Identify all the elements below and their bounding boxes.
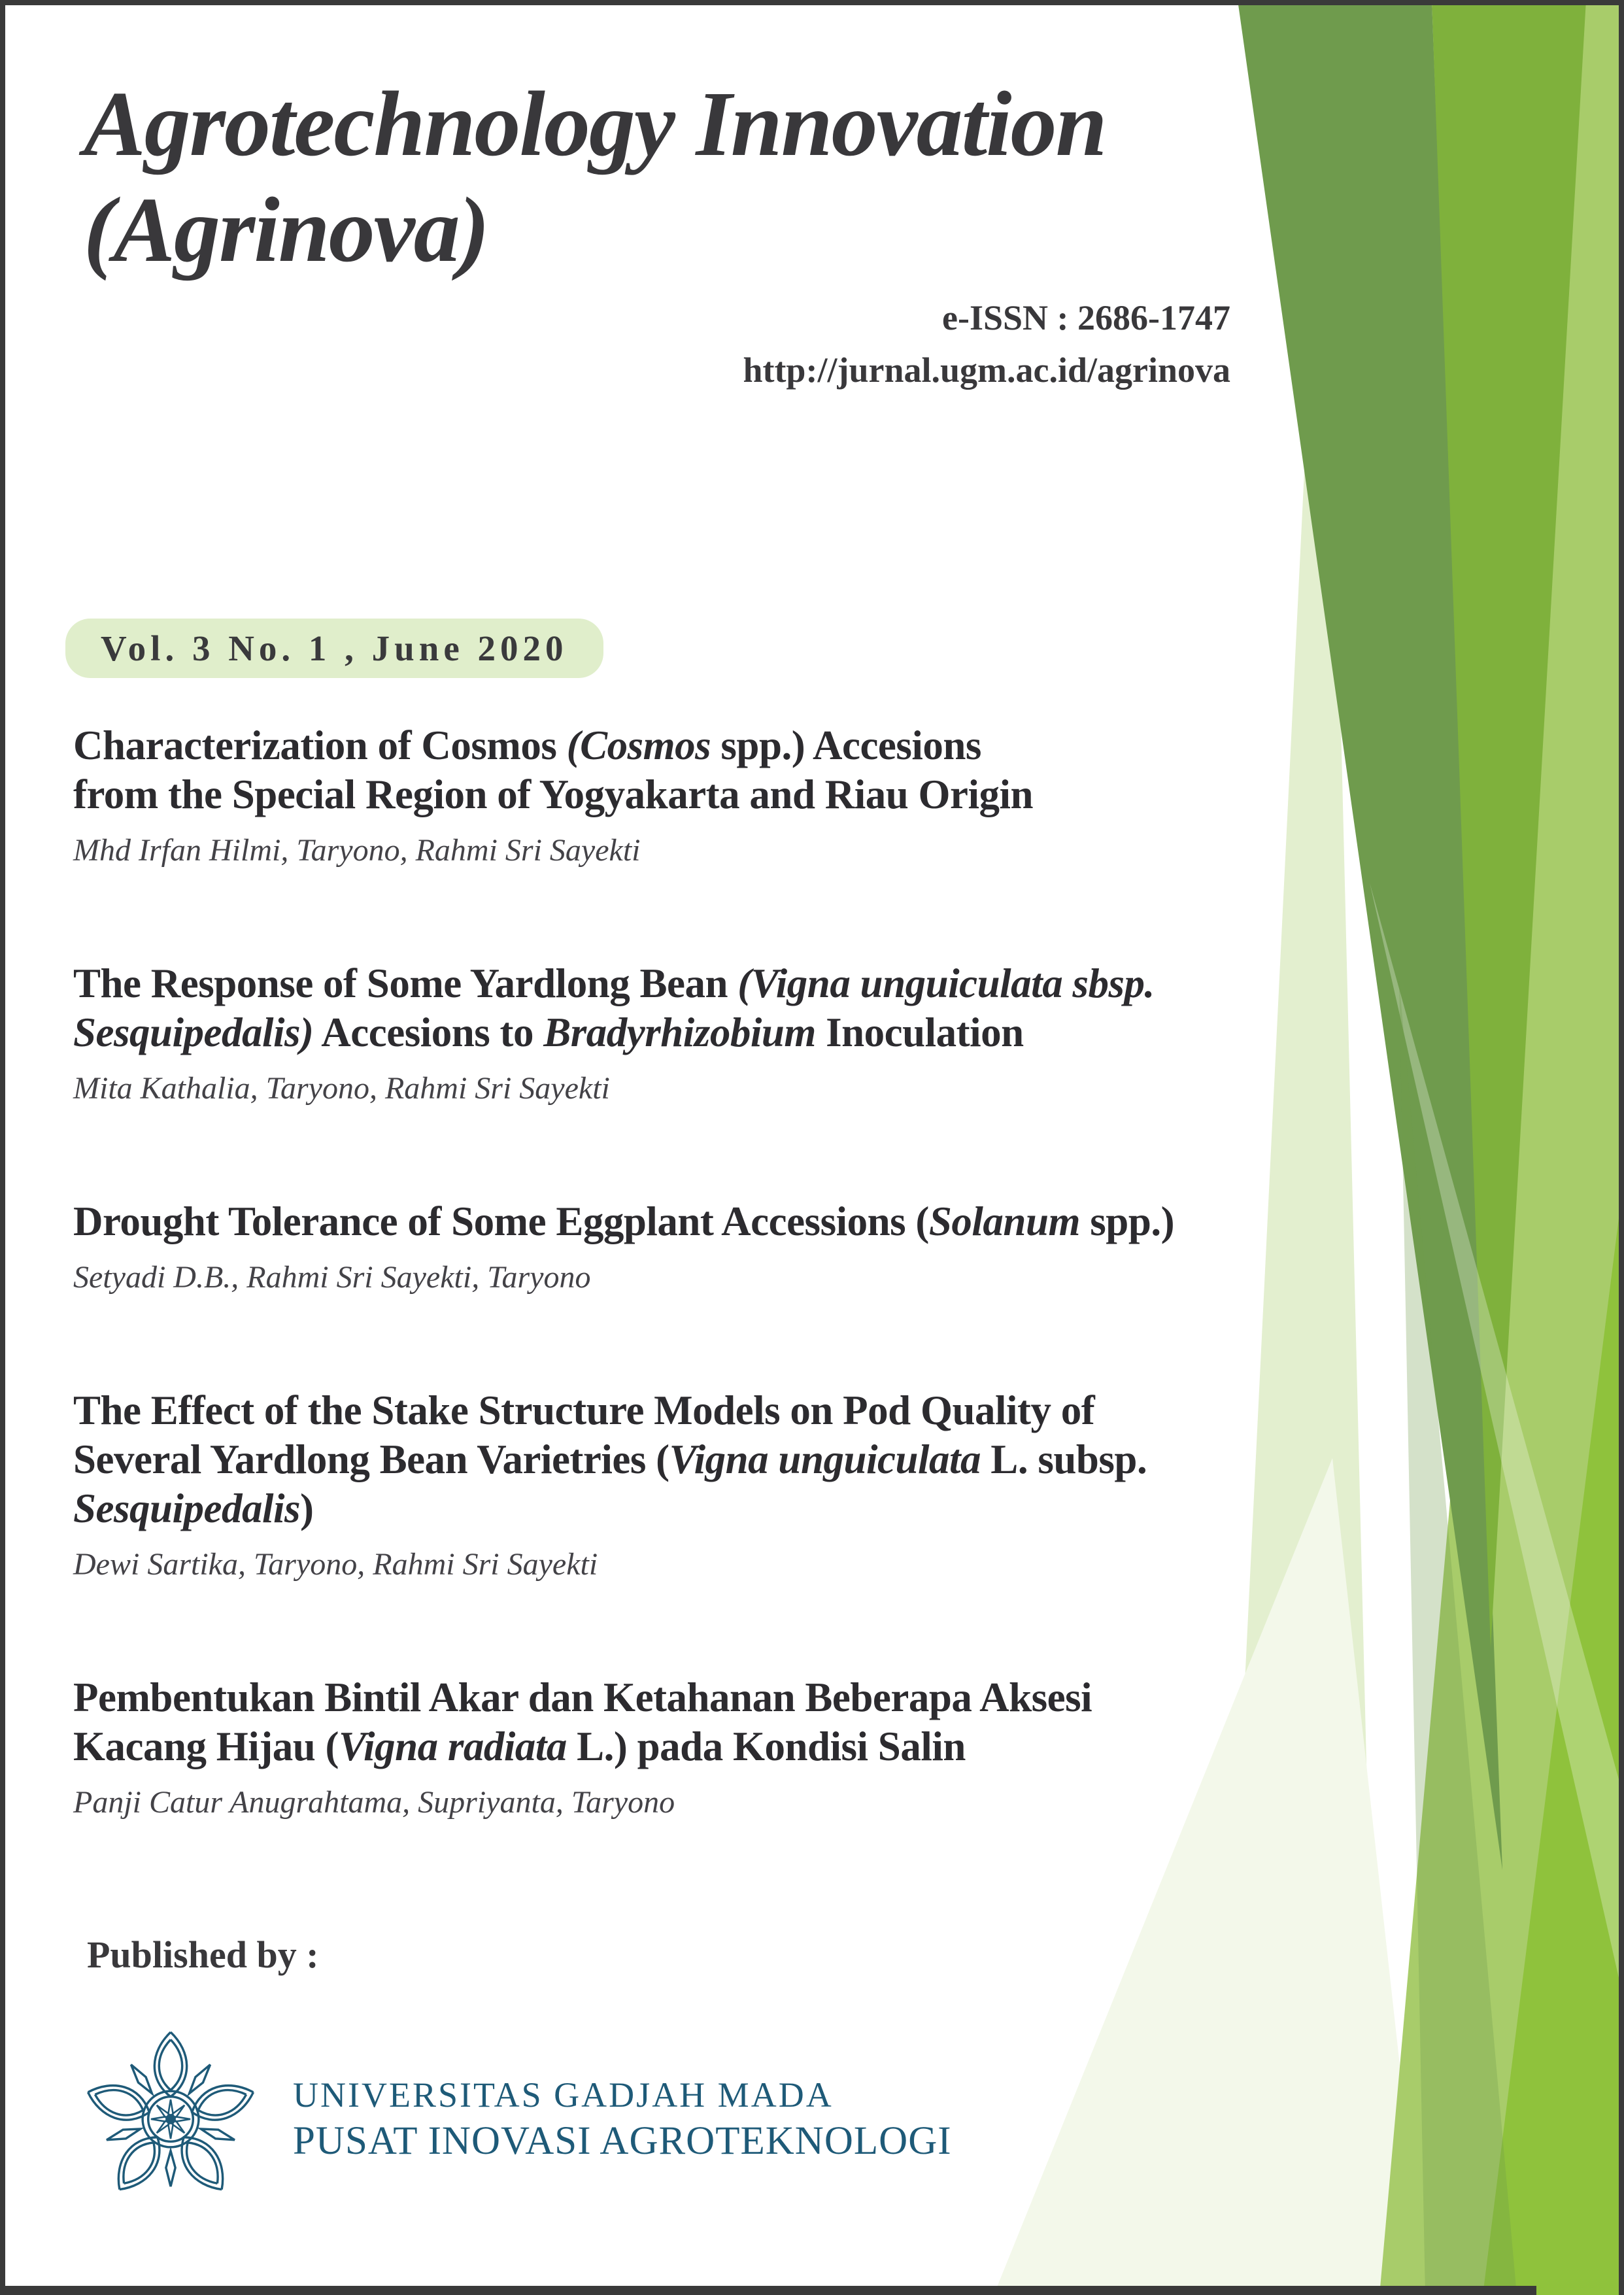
journal-title-line2: (Agrinova)	[84, 178, 488, 281]
journal-title	[84, 71, 1106, 282]
article	[73, 1673, 1368, 1821]
article	[73, 1197, 1368, 1296]
article-list	[73, 721, 1368, 1911]
issue-badge: Vol. 3 No. 1 , June 2020	[65, 619, 603, 678]
article-title: Pembentukan Bintil Akar dan Ketahanan Beberapa Aksesi Kacang Hijau (Vigna radiata L.) pada Kondisi Salin	[73, 1674, 1092, 1769]
article-title: The Response of Some Yardlong Bean (Vigna unguiculata sbsp. Sesquipedalis) Accesions to Bradyrhizobium Inoculation	[73, 960, 1155, 1055]
journal-title-line1: Agrotechnology Innovation	[84, 72, 1106, 175]
article	[73, 721, 1368, 869]
article-title: Characterization of Cosmos (Cosmos spp.) Accesions from the Special Region of Yogyakarta and Riau Origin	[73, 722, 1034, 817]
publisher-row	[77, 2026, 952, 2213]
article	[73, 959, 1368, 1107]
published-by-label: Published by :	[87, 1933, 319, 1976]
publisher-org	[293, 2073, 952, 2166]
article-authors: Panji Catur Anugrahtama, Supriyanta, Taryono	[73, 1785, 675, 1820]
article-title: Drought Tolerance of Some Eggplant Accessions (Solanum spp.)	[73, 1198, 1175, 1244]
issn-block	[0, 292, 1230, 396]
article-title: The Effect of the Stake Structure Models on Pod Quality of Several Yardlong Bean Varietries (Vigna unguiculata L. subsp. Sesquipedalis)	[73, 1387, 1147, 1531]
article-authors: Mhd Irfan Hilmi, Taryono, Rahmi Sri Sayekti	[73, 833, 641, 868]
article-authors: Mita Kathalia, Taryono, Rahmi Sri Sayekti	[73, 1071, 610, 1106]
eissn-text: e-ISSN : 2686-1747	[942, 298, 1230, 337]
ugm-logo-icon	[77, 2026, 264, 2213]
article-authors: Dewi Sartika, Taryono, Rahmi Sri Sayekti	[73, 1547, 598, 1582]
article-authors: Setyadi D.B., Rahmi Sri Sayekti, Taryono	[73, 1260, 591, 1295]
article	[73, 1386, 1368, 1583]
publisher-university: UNIVERSITAS GADJAH MADA	[293, 2075, 834, 2115]
publisher-center: PUSAT INOVASI AGROTEKNOLOGI	[293, 2119, 952, 2163]
journal-url: http://jurnal.ugm.ac.id/agrinova	[743, 350, 1230, 390]
